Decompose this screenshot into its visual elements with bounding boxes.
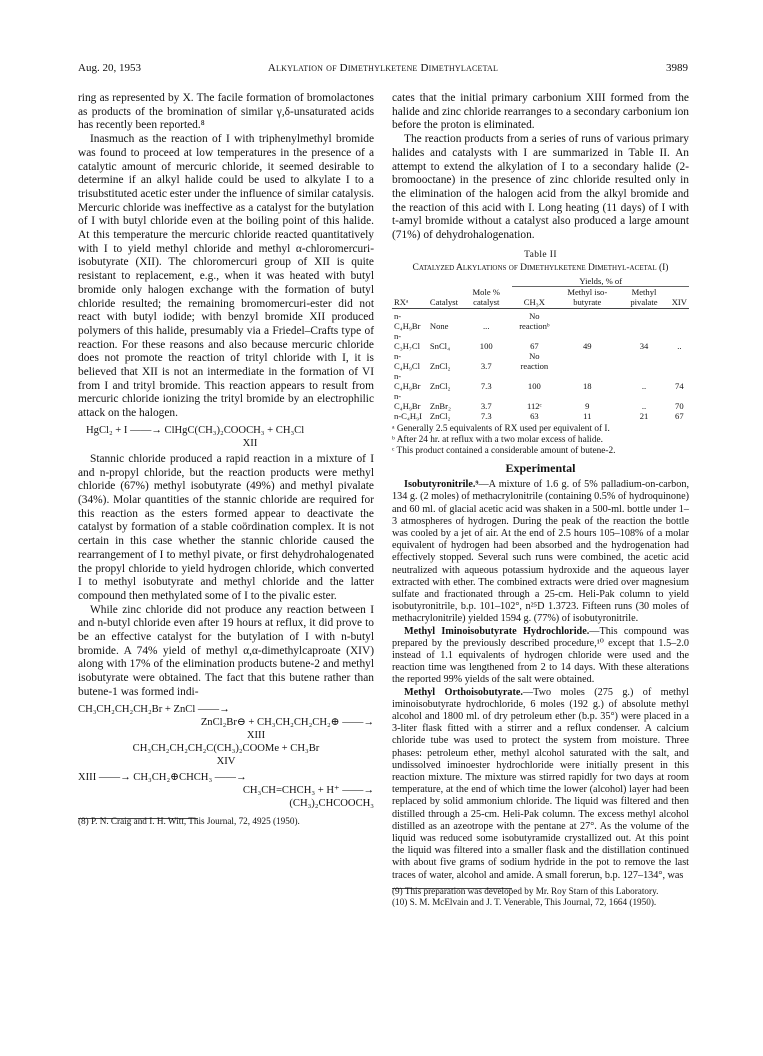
right-column [392, 92, 689, 908]
alkylation-table [392, 276, 689, 421]
table-body [392, 309, 689, 422]
experimental-paragraph [392, 479, 689, 625]
table-cell: 3.7 [480, 361, 492, 372]
paragraph: The reaction products from a series of runs of various primary halides and catalysts with I are summarized in Table II. An attempt to extend the alkylation of I to a secondary halide (2-bromooctane) in the presence of zinc chloride resulted only in the elimination of the halogen acid from the alkyl bromide and the reaction of this acid with I. Long heating (11 days) of I with t-amyl bromide without a catalyst also produced a large amount (71%) of dehydrohalogenation. [392, 133, 689, 242]
compound-label: XIII [246, 729, 266, 741]
procedure-text: —A mixture of 1.6 g. of 5% palladium-on-carbon, 134 g. (2 moles) of methacrylonitrile (containing 0.5% of hydroquinone) and 60 ml. of glacial acetic acid was shaken in a 500-ml. bottle under 1–3 atmospheres of hydrogen. During the peak of the reaction the bottle was cooled by a jet of air. At the end of 2.5 hours 105–108% of a molar equivalent of hydrogen had been absorbed and the hydrogenation had effectively stopped. Several such runs were combined, the acetic acid neutralized with aqueous potassium hydroxide and the aqueous layer extracted with ether. The combined extracts were dried over magnesium sulfate and fractionated through a 25-cm. Heli-Pak column to yield isobutyronitrile, b.p. 101–102°, n²⁵D 1.3723. Fifteen runs (30 moles of methacrylonitrile) yielded 1594 g. (77%) of isobutyronitrile. [392, 479, 689, 625]
header-date: Aug. 20, 1953 [78, 62, 141, 74]
experimental-paragraph [392, 626, 689, 687]
table-cell: 112ᶜ [526, 401, 542, 412]
compound-label: XII [242, 437, 258, 449]
table-cell [670, 309, 689, 332]
table-row [392, 391, 689, 411]
header-page-number: 3989 [666, 62, 688, 74]
table-cell: ZnCl₂ [429, 411, 451, 422]
equation-line: CH₃CH=CHCH₃ + H⁺ ——→ [242, 784, 374, 796]
table-cell: 7.3 [480, 381, 492, 392]
experimental-text [392, 479, 689, 882]
table-cell: n-C₄H₉Br [394, 391, 421, 412]
table-row [392, 371, 689, 391]
table-cell: ZnCl₂ [429, 361, 451, 372]
table-cell: .. [641, 381, 647, 392]
column-header: XIV [670, 287, 689, 309]
equation-hgcl2 [78, 424, 374, 450]
table-cell: ZnCl₂ [429, 381, 451, 392]
table-cell: 70 [675, 401, 684, 412]
table-cell: SnCl₄ [429, 341, 451, 352]
table-row [392, 309, 689, 332]
column-header: Mole % catalyst [460, 287, 512, 309]
table-cell: 67 [675, 411, 684, 422]
table-cell: 34 [639, 341, 649, 352]
procedure-text: —Two moles (275 g.) of methyl iminoisobutyrate hydrochloride, 6 moles (192 g.) of absolute methyl alcohol and 1800 ml. of dry petroleum ether (b.p. 35°) were placed in a 3-liter flask fitted with a stirrer and a reflux condenser. A calcium chloride tube was used to protect the system from moisture. Three phases: petroleum ether, methyl alcohol saturated with the salt, and undissolved iminoester hydrochloride were initially present in this reaction mixture. The mixture was stirred rapidly for two days at room temperature, at the end of which time the lower (alcohol) layer had been replaced by solid ammonium chloride. The liquid was filtered and then distilled through a 25-cm. Heli-Pak column. The excess methyl alcohol distilled as an azeotrope with the pentane at 27°. As the volume of the liquid was reduced some isobutyramide crystallized out. At this point the liquid was filtered into a smaller flask and the distillation continued with about five grams of sodium hydride in the pot to remove the last traces of water, alcohol and amide. A small forerun, b.p. 127–134°, was [392, 686, 689, 881]
table-cell: ZnBr₂ [429, 401, 452, 412]
column-header: CH₃X [512, 287, 556, 309]
table-cell: n-C₄H₉Br [394, 371, 421, 392]
procedure-heading: Methyl Orthoisobutyrate. [404, 686, 523, 698]
yields-group-header: Yields, % of [512, 276, 689, 287]
procedure-heading: Methyl Iminoisobutyrate Hydrochloride. [404, 625, 590, 637]
table-caption: Table II [524, 249, 557, 260]
footnote-8: (8) P. N. Craig and I. H. Witt, This Journal, 72, 4925 (1950). [78, 815, 300, 826]
equation-elimination [78, 771, 374, 810]
table-cell [556, 351, 618, 371]
table-cell: 11 [583, 411, 592, 422]
table-cell: .. [677, 341, 682, 352]
table-cell: 67 [530, 341, 539, 352]
paragraph: cates that the initial primary carbonium XIII formed from the halide and zinc chloride rearranges to a secondary carbonium ion before the proton is eliminated. [392, 92, 689, 132]
procedure-text: —This compound was prepared by the previously described procedure,¹⁰ except that 1.5–2.0 instead of 1.1 equivalents of hydrogen chloride were used and the reaction time was lengthened from 2 to 14 days. With these alterations the reported 99% yields of the salt were obtained. [392, 625, 689, 686]
left-column [78, 92, 374, 827]
table-cell: 21 [639, 411, 649, 422]
equation-line: CH₃CH₂CH₂CH₂C(CH₃)₂COOMe + CH₃Br [132, 742, 320, 754]
table-cell: 7.3 [480, 411, 492, 422]
table-cell [618, 351, 669, 371]
equation-butylation [78, 703, 374, 768]
header-title: Alkylation of Dimethylketene Dimethylacetal [267, 62, 499, 74]
table-cell: None [429, 321, 449, 332]
table-cell: 100 [527, 381, 541, 392]
table-cell: ... [483, 321, 490, 332]
table-cell: No reactionᵇ [519, 311, 550, 332]
table-cell: 63 [530, 411, 539, 422]
table-cell: n-C₄H₉I [394, 411, 422, 422]
procedure-heading: Isobutyronitrile.⁹ [404, 479, 479, 491]
column-header: Methyl iso-butyrate [556, 287, 618, 309]
table-cell [618, 309, 669, 332]
table-cell: 49 [582, 341, 592, 352]
table-cell: n-C₃H₇Cl [394, 331, 421, 352]
equation-line: CH₃CH₂CH₂CH₂Br + ZnCl ——→ [78, 703, 230, 715]
table-cell: n-C₄H₉Cl [394, 351, 421, 372]
table-cell: 74 [675, 381, 684, 392]
table-cell: 100 [479, 341, 493, 352]
equation-line: XIII ——→ CH₃CH₂⊕CHCH₃ ——→ [78, 771, 247, 783]
equation-line: ZnCl₂Br⊖ + CH₃CH₂CH₂CH₂⊕ ——→ [200, 716, 374, 728]
equation-line: HgCl₂ + I ——→ ClHgC(CH₃)₂COOCH₃ + CH₃Cl [86, 424, 305, 436]
table-row [392, 411, 689, 421]
table-note-b: ᵇ After 24 hr. at reflux with a two molar excess of halide. [392, 435, 603, 446]
paragraph: Inasmuch as the reaction of I with triphenylmethyl bromide was found to proceed at low temperatures in the presence of a catalytic amount of mercuric chloride, it seemed desirable to determine if an alkyl halide could be used to alkylate I to a trisubstituted acetic ester under the influence of similar catalysis. Mercuric chloride was ineffective as a catalyst for the butylation of I with butyl chloride even at the boiling point of this halide. At this temperature the mercuric chloride reacted quantitatively with I to yield methyl chloride and methyl α-chloromercuri-isobutyrate (XII). The chloromercuri group of XII is quite resistant to replacement, e.g., when it was heated with butyl bromide only halogen exchange with the formation of butyl chloride resulted; the remaining bromomercuri-ester did not react with butyl iodide; with benzyl bromide XII produced polymers of this halide, presumably via a Friedel–Crafts type of reaction. For these reasons and also because mercuric chloride does not promote the reaction of trityl chloride with I, it is believed that XII is not an intermediate in the formation of VI from I and trityl bromide. This reaction appears to result from mercuric chloride ionizing the trityl bromide by an electrophilic attack on the halogen. [78, 133, 374, 420]
column-header: RXᵃ [392, 287, 428, 309]
section-heading: Experimental [505, 461, 576, 476]
table-cell: n-C₄H₉Br [394, 311, 421, 332]
table-cell: 9 [585, 401, 590, 412]
table-title: Catalyzed Alkylations of Dimethylketene Dimethyl-acetal (I) [412, 263, 669, 274]
column-header: Methyl pivalate [618, 287, 669, 309]
table-note-a: ᵃ Generally 2.5 equivalents of RX used per equivalent of I. [392, 424, 610, 435]
table-cell: 3.7 [480, 401, 492, 412]
column-header: Catalyst [428, 287, 460, 309]
table-note-c: ᶜ This product contained a considerable amount of butene-2. [392, 446, 616, 457]
equation-line: (CH₃)₂CHCOOCH₃ [289, 797, 374, 809]
table-row [392, 331, 689, 351]
footnote-9: (9) This preparation was developed by Mr. Roy Starn of this Laboratory. [392, 885, 659, 896]
paragraph: Stannic chloride produced a rapid reaction in a mixture of I and n-propyl chloride, but the reaction products were methyl chloride (67%) methyl isobutyrate (49%) and methyl pivalate (34%). Molar quantities of the stannic chloride are required for this reaction as the esters formed appear to deactivate the catalyst by formation of a stable coördination complex. It is not certain in this case whether the stannic chloride caused the rearrangement of I to methyl pivate, or first dehydrohalogenated the propyl chloride to yield hydrogen chloride, which converted I to methyl isobutyrate and methyl chloride and the latter compound then methylated some of I to the pivalic ester. [78, 452, 374, 602]
experimental-paragraph [392, 687, 689, 882]
paragraph: While zinc chloride did not produce any reaction between I and n-butyl chloride even after 19 hours at reflux, it did prove to be an effective catalyst for the butylation of I with n-butyl bromide. A 74% yield of methyl α,α-dimethylcaproate (XIV) along with 17% of the elimination products butene-2 and methyl isobutyrate were obtained. The fact that this butene rather than butene-1 was formed indi- [78, 603, 374, 698]
compound-label: XIV [216, 755, 236, 767]
paragraph: ring as represented by X. The facile formation of bromolactones as products of the bromination of similar γ,δ-unsaturated acids has recently been reported.⁸ [78, 92, 374, 132]
table-cell: No reaction [520, 351, 549, 372]
table-row [392, 351, 689, 371]
table-cell [556, 309, 618, 332]
running-header [78, 62, 688, 76]
table-cell: .. [641, 401, 647, 412]
table-notes [392, 424, 689, 457]
table-cell [670, 351, 689, 371]
footnote-10: (10) S. M. McElvain and J. T. Venerable, This Journal, 72, 1664 (1950). [392, 896, 657, 907]
table-cell: 18 [582, 381, 592, 392]
